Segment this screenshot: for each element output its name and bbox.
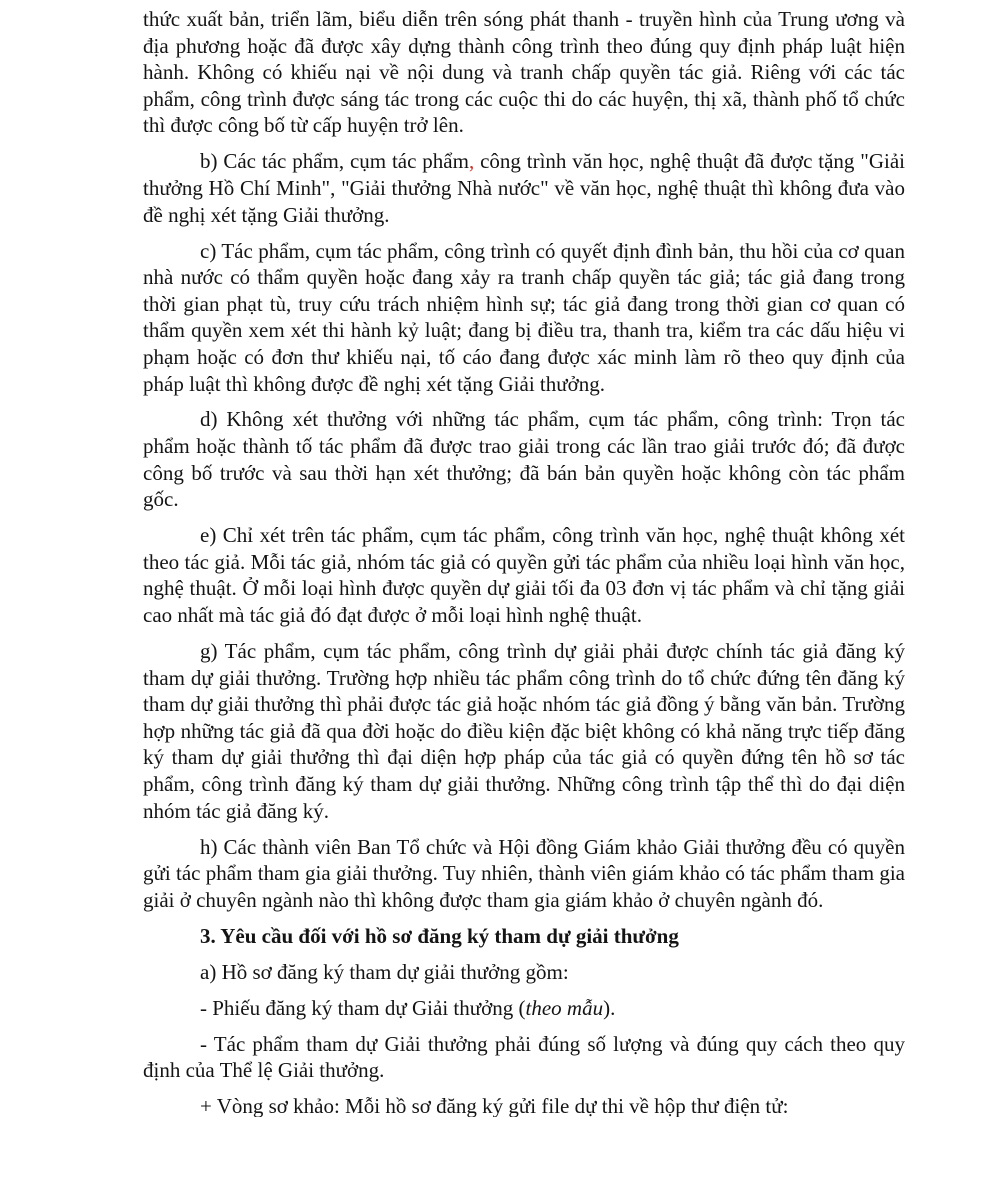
paragraph-b-text-2: công trình văn học, nghệ thuật đã được tặng "Giải thưởng Hồ Chí Minh", "Giải thưởng Nhà nước" về văn học, nghệ thuật thì không đưa vào đề nghị xét tặng Giải thưởng. [143,149,905,227]
paragraph-h: h) Các thành viên Ban Tổ chức và Hội đồng Giám khảo Giải thưởng đều có quyền gửi tác phẩm tham gia giải thưởng. Tuy nhiên, thành viên giám khảo có tác phẩm tham gia giải ở chuyên ngành nào thì không được tham gia giám khảo ở chuyên ngành đó. [143,834,905,912]
paragraph-a-continued: thức xuất bản, triển lãm, biểu diễn trên sóng phát thanh - truyền hình của Trung ương và địa phương hoặc đã được xây dựng thành công trình theo đúng quy định pháp luật hiện hành. Không có khiếu nại về nội dung và tranh chấp quyền tác giả. Riêng với các tác phẩm, công trình được sáng tác trong các cuộc thi do các huyện, thị xã, thành phố tổ chức thì được công bố từ cấp huyện trở lên. [143,7,905,138]
document-body [143,6,905,1127]
section-3-heading: 3. Yêu cầu đối với hồ sơ đăng ký tham dự giải thưởng [200,923,679,948]
paragraph-b-red-comma: , [468,149,475,174]
paragraph-b [143,148,905,228]
item-form-text-2: ). [603,995,616,1020]
paragraph-b-text-1: b) Các tác phẩm, cụm tác phẩm [200,149,469,174]
paragraph-d: d) Không xét thưởng với những tác phẩm, cụm tác phẩm, công trình: Trọn tác phẩm hoặc thành tố tác phẩm đã được trao giải trong các lần trao giải trước đó; đã được công bố trước và sau thời hạn xét thưởng; đã bán bản quyền hoặc không còn tác phẩm gốc. [143,407,905,512]
item-works-requirement: - Tác phẩm tham dự Giải thưởng phải đúng số lượng và đúng quy cách theo quy định của Thể lệ Giải thưởng. [143,1031,905,1083]
item-a-dossier: a) Hồ sơ đăng ký tham dự giải thưởng gồm: [200,959,569,984]
item-form-italic: theo mẫu [525,995,604,1020]
paragraph-g: g) Tác phẩm, cụm tác phẩm, công trình dự giải phải được chính tác giả đăng ký tham dự giải thưởng. Trường hợp nhiều tác phẩm công trình do tổ chức đứng tên đăng ký tham dự giải thưởng thì phải được tác giả hoặc nhóm tác giả đồng ý bằng văn bản. Trường hợp những tác giả đã qua đời hoặc do điều kiện đặc biệt không có khả năng trực tiếp đăng ký tham dự giải thưởng thì đại diện hợp pháp của tác giả có quyền đứng tên hồ sơ tác phẩm, công trình đăng ký tham dự giải thưởng. Những công trình tập thể thì do đại diện nhóm tác giả đăng ký. [143,639,905,823]
item-preliminary-round: + Vòng sơ khảo: Mỗi hồ sơ đăng ký gửi file dự thi về hộp thư điện tử: [200,1094,789,1118]
item-registration-form [143,995,905,1022]
paragraph-c: c) Tác phẩm, cụm tác phẩm, công trình có quyết định đình bản, thu hồi của cơ quan nhà nước có thẩm quyền hoặc đang xảy ra tranh chấp quyền tác giả; tác giả đang trong thời gian phạt tù, truy cứu trách nhiệm hình sự; tác giả đang trong thời gian cơ quan có thẩm quyền xem xét thi hành kỷ luật; đang bị điều tra, thanh tra, kiểm tra các dấu hiệu vi phạm hoặc có đơn thư khiếu nại, tố cáo đang được xác minh làm rõ theo quy định của pháp luật thì không được đề nghị xét tặng Giải thưởng. [143,238,905,396]
item-form-text-1: - Phiếu đăng ký tham dự Giải thưởng ( [200,995,526,1020]
paragraph-e: e) Chỉ xét trên tác phẩm, cụm tác phẩm, công trình văn học, nghệ thuật không xét theo tác giả. Mỗi tác giả, nhóm tác giả có quyền gửi tác phẩm của nhiều loại hình văn học, nghệ thuật. Ở mỗi loại hình được quyền dự giải tối đa 03 đơn vị tác phẩm và chỉ tặng giải cao nhất mà tác giả đó đạt được ở mỗi loại hình nghệ thuật. [143,523,905,628]
